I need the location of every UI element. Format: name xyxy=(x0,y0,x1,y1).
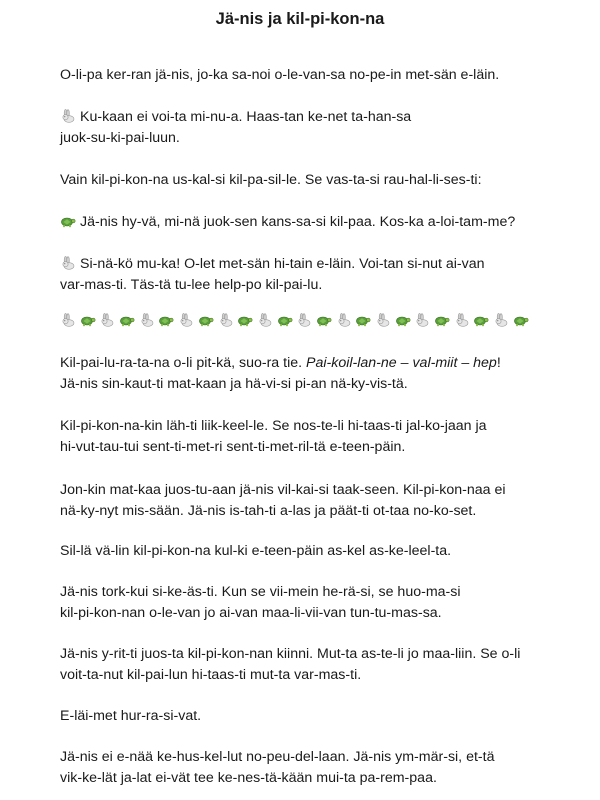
turtle-icon xyxy=(158,313,174,327)
paragraph-turtle-reply xyxy=(60,212,580,233)
rabbit-icon xyxy=(60,256,76,270)
text-line: Jä-nis y-rit-ti juos-ta kil-pi-kon-nan kiinni. Mut-ta as-te-li jo maa-liin. Se o-li xyxy=(60,646,521,662)
text-line: Jon-kin mat-kaa juos-tu-aan jä-nis vil-kai-si taak-seen. Kil-pi-kon-naa ei xyxy=(60,482,506,498)
rabbit-icon xyxy=(493,313,509,327)
text-line: hi-vut-tau-tui sent-ti-met-ri sent-ti-met-ril-tä e-teen-päin. xyxy=(60,439,406,455)
rabbit-icon xyxy=(178,313,194,327)
rabbit-icon xyxy=(139,313,155,327)
paragraph-animals-cheer xyxy=(60,706,580,727)
turtle-icon xyxy=(355,313,371,327)
rabbit-icon xyxy=(60,109,76,123)
paragraph-turtle-wins xyxy=(60,644,580,686)
turtle-icon xyxy=(237,313,253,327)
paragraph-turtle-moves xyxy=(60,416,580,458)
rabbit-icon xyxy=(218,313,234,327)
text-line: kil-pi-kon-nan o-le-van jo ai-van maa-li-vii-van tun-tu-mas-sa. xyxy=(60,605,442,621)
text-line: nä-ky-nyt mis-sään. Jä-nis is-tah-ti a-las ja päät-ti ot-taa no-ko-set. xyxy=(60,503,477,519)
emoji-divider xyxy=(60,313,529,329)
rabbit-icon xyxy=(336,313,352,327)
rabbit-icon xyxy=(454,313,470,327)
turtle-icon xyxy=(434,313,450,327)
text-line: Ku-kaan ei voi-ta mi-nu-a. Haas-tan ke-net ta-han-sa xyxy=(80,109,412,125)
rabbit-icon xyxy=(375,313,391,327)
text-line: Sil-lä vä-lin kil-pi-kon-na kul-ki e-teen-päin as-kel as-ke-leel-ta. xyxy=(60,543,452,559)
text-line: vik-ke-lät ja-lat ei-vät tee ke-nes-tä-kään mui-ta pa-rem-paa. xyxy=(60,770,437,786)
text-line: Jä-nis tork-kui si-ke-äs-ti. Kun se vii-mein he-rä-si, se huo-ma-si xyxy=(60,584,461,600)
text-line: Kil-pi-kon-na-kin läh-ti liik-keel-le. Se nos-te-li hi-taas-ti jal-ko-jaan ja xyxy=(60,418,487,434)
text-segment: ! xyxy=(496,355,501,371)
rabbit-icon xyxy=(296,313,312,327)
paragraph-rabbit-naps xyxy=(60,480,580,522)
text-line: Vain kil-pi-kon-na us-kal-si kil-pa-sil-le. Se vas-ta-si rau-hal-li-ses-ti: xyxy=(60,172,482,188)
turtle-icon xyxy=(395,313,411,327)
text-line: juok-su-ki-pai-luun. xyxy=(60,130,180,146)
turtle-icon xyxy=(198,313,214,327)
text-segment: Kil-pai-lu-ra-ta-na o-li pit-kä, suo-ra tie. xyxy=(60,355,306,371)
rabbit-icon xyxy=(99,313,115,327)
paragraph-race-start xyxy=(60,353,580,395)
text-line: E-läi-met hur-ra-si-vat. xyxy=(60,708,202,724)
paragraph-rabbit-mocks xyxy=(60,254,580,296)
text-line: var-mas-ti. Täs-tä tu-lee help-po kil-pai-lu. xyxy=(60,277,323,293)
paragraph-intro xyxy=(60,65,580,86)
turtle-icon xyxy=(513,313,529,327)
text-line: O-li-pa ker-ran jä-nis, jo-ka sa-noi o-le-van-sa no-pe-in met-sän e-läin. xyxy=(60,67,500,83)
turtle-icon xyxy=(277,313,293,327)
paragraph-moral xyxy=(60,747,580,789)
rabbit-icon xyxy=(257,313,273,327)
rabbit-icon xyxy=(414,313,430,327)
rabbit-icon xyxy=(60,313,76,327)
text-line: Jä-nis hy-vä, mi-nä juok-sen kans-sa-si kil-paa. Kos-ka a-loi-tam-me? xyxy=(80,214,516,230)
text-line: voit-ta-nut kil-pai-lun hi-taas-ti mut-ta var-mas-ti. xyxy=(60,667,362,683)
paragraph-turtle-accepts xyxy=(60,170,580,191)
turtle-icon xyxy=(80,313,96,327)
text-line: Jä-nis ei e-nää ke-hus-kel-lut no-peu-del-laan. Jä-nis ym-mär-si, et-tä xyxy=(60,749,495,765)
italic-phrase: Pai-koil-lan-ne – val-miit – hep xyxy=(306,355,497,371)
paragraph-turtle-walks xyxy=(60,541,580,562)
page-title: Jä-nis ja kil-pi-kon-na xyxy=(215,10,385,28)
turtle-icon xyxy=(316,313,332,327)
paragraph-rabbit-wakes xyxy=(60,582,580,624)
turtle-icon xyxy=(60,214,76,228)
turtle-icon xyxy=(119,313,135,327)
text-line: Jä-nis sin-kaut-ti mat-kaan ja hä-vi-si pi-an nä-ky-vis-tä. xyxy=(60,376,408,392)
text-line: Si-nä-kö mu-ka! O-let met-sän hi-tain e-läin. Voi-tan si-nut ai-van xyxy=(80,256,485,272)
paragraph-rabbit-boast xyxy=(60,107,580,149)
turtle-icon xyxy=(473,313,489,327)
